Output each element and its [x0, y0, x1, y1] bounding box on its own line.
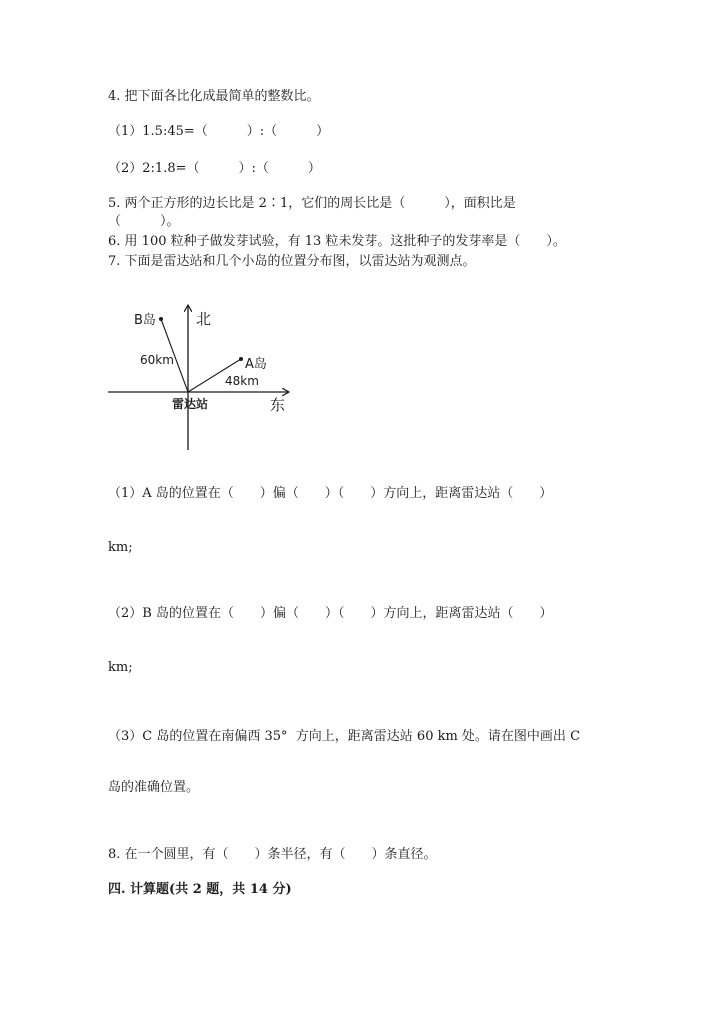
island-a-label: A岛: [245, 357, 267, 372]
q5-line1: 5. 两个正方形的边长比是 2∶1，它们的周长比是（ ），面积比是: [108, 196, 516, 211]
distance-b-label: 60km: [140, 353, 174, 367]
q4-part1: （1）1.5:45=（ ）:（ ）: [108, 124, 330, 139]
north-label: 北: [196, 310, 212, 328]
q6-text: 6. 用 100 粒种子做发芽试验，有 13 粒未发芽。这批种子的发芽率是（ ）。: [108, 234, 566, 249]
q7-part3-line2: 岛的准确位置。: [108, 780, 200, 795]
radar-position-diagram: [108, 300, 308, 455]
station-label: 雷达站: [172, 397, 209, 411]
q8-text: 8. 在一个圆里，有（ ）条半径，有（ ）条直径。: [108, 847, 437, 862]
q7-part3-line1: （3）C 岛的位置在南偏西 35° 方向上，距离雷达站 60 km 处。请在图中画出 C: [108, 729, 581, 744]
q7-part1-line1: （1）A 岛的位置在（ ）偏（ ）（ ）方向上，距离雷达站（ ）: [108, 486, 553, 501]
island-b-label: B岛: [134, 313, 156, 328]
q7-part2-line2: km;: [108, 660, 133, 675]
island-a-point: [239, 357, 243, 361]
q4-part2: （2）2:1.8=（ ）:（ ）: [108, 161, 321, 176]
q5-line2: （ ）。: [108, 214, 180, 229]
section4-heading: 四. 计算题(共 2 题，共 14 分): [108, 882, 292, 897]
distance-a-label: 48km: [225, 374, 259, 388]
q4-title: 4. 把下面各比化成最简单的整数比。: [108, 89, 320, 104]
q7-part2-line1: （2）B 岛的位置在（ ）偏（ ）（ ）方向上，距离雷达站（ ）: [108, 606, 553, 621]
q7-part1-line2: km;: [108, 540, 133, 555]
island-b-point: [159, 317, 163, 321]
q7-title: 7. 下面是雷达站和几个小岛的位置分布图，以雷达站为观测点。: [108, 254, 476, 269]
east-label: 东: [270, 396, 286, 414]
